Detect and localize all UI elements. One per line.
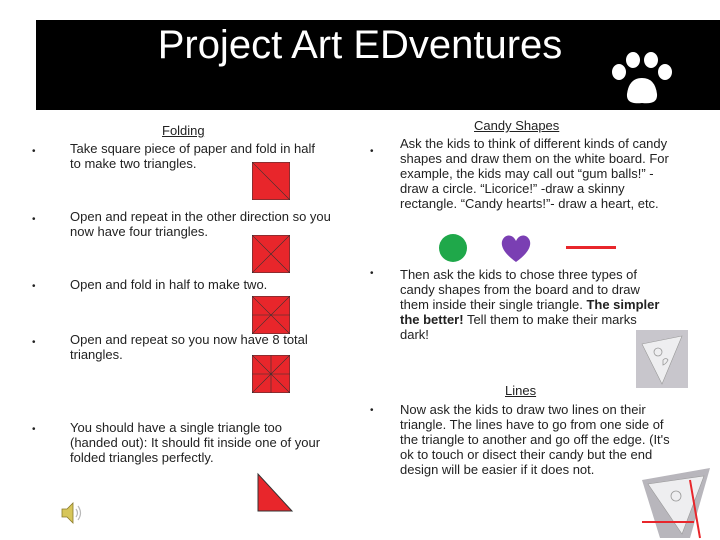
candy-shapes-text-2: Then ask the kids to chose three types of candy shapes from the board and to draw them inside their single triangle. The simpler the better! Tell them to make their marks dark!: [400, 267, 660, 342]
paw-print-icon: [605, 50, 677, 108]
single-triangle-diagram: [254, 472, 294, 514]
triangle-with-lines-photo: [630, 460, 720, 540]
bullet: •: [370, 268, 374, 279]
folding-step-2: Open and repeat in the other direction so you now have four triangles.: [70, 209, 331, 239]
lines-heading: Lines: [505, 383, 537, 398]
fold-diagram-six-lines: [252, 296, 290, 334]
simpler-emphasis: The simpler the better!: [400, 297, 660, 327]
candy-heart-shape: [498, 232, 534, 264]
bullet: •: [32, 146, 36, 157]
speaker-icon[interactable]: [58, 500, 84, 526]
lines-text: Now ask the kids to draw two lines on their triangle. The lines have to go from one side of the triangle to another and go off the edge. (It's ok to touch or disect their candy but the end design will be easier if it does not.: [400, 402, 670, 477]
licorice-line-shape: [566, 244, 616, 252]
fold-diagram-four-triangles: [252, 235, 290, 273]
fold-diagram-two-triangles: [252, 162, 290, 200]
folding-step-3: Open and fold in half to make two.: [70, 277, 268, 292]
folding-step-5: You should have a single triangle too (handed out): It should fit inside one of your folded triangles perfectly.: [70, 420, 321, 465]
bullet: •: [32, 424, 36, 435]
triangle-with-candy-photo: [636, 330, 688, 388]
folding-step-1: Take square piece of paper and fold in half to make two triangles.: [70, 141, 316, 171]
candy-shapes-heading: Candy Shapes: [474, 118, 560, 133]
bullet: •: [32, 337, 36, 348]
slide-title: Project Art EDventures: [157, 23, 563, 67]
bullet: •: [370, 146, 374, 157]
gumball-circle-shape: [436, 232, 472, 264]
folding-step-4: Open and repeat so you now have 8 total triangles.: [70, 332, 308, 362]
folding-heading: Folding: [162, 123, 205, 138]
fold-diagram-eight-triangles: [252, 355, 290, 393]
candy-shapes-text-1: Ask the kids to think of different kinds of candy shapes and draw them on the white board. For example, the kids may call out “gum balls!” -draw a circle. “Licorice!” -draw a skinny rectangle. “Candy hearts!”- draw a heart, etc.: [400, 136, 669, 211]
bullet: •: [370, 405, 374, 416]
bullet: •: [32, 214, 36, 225]
bullet: •: [32, 281, 36, 292]
